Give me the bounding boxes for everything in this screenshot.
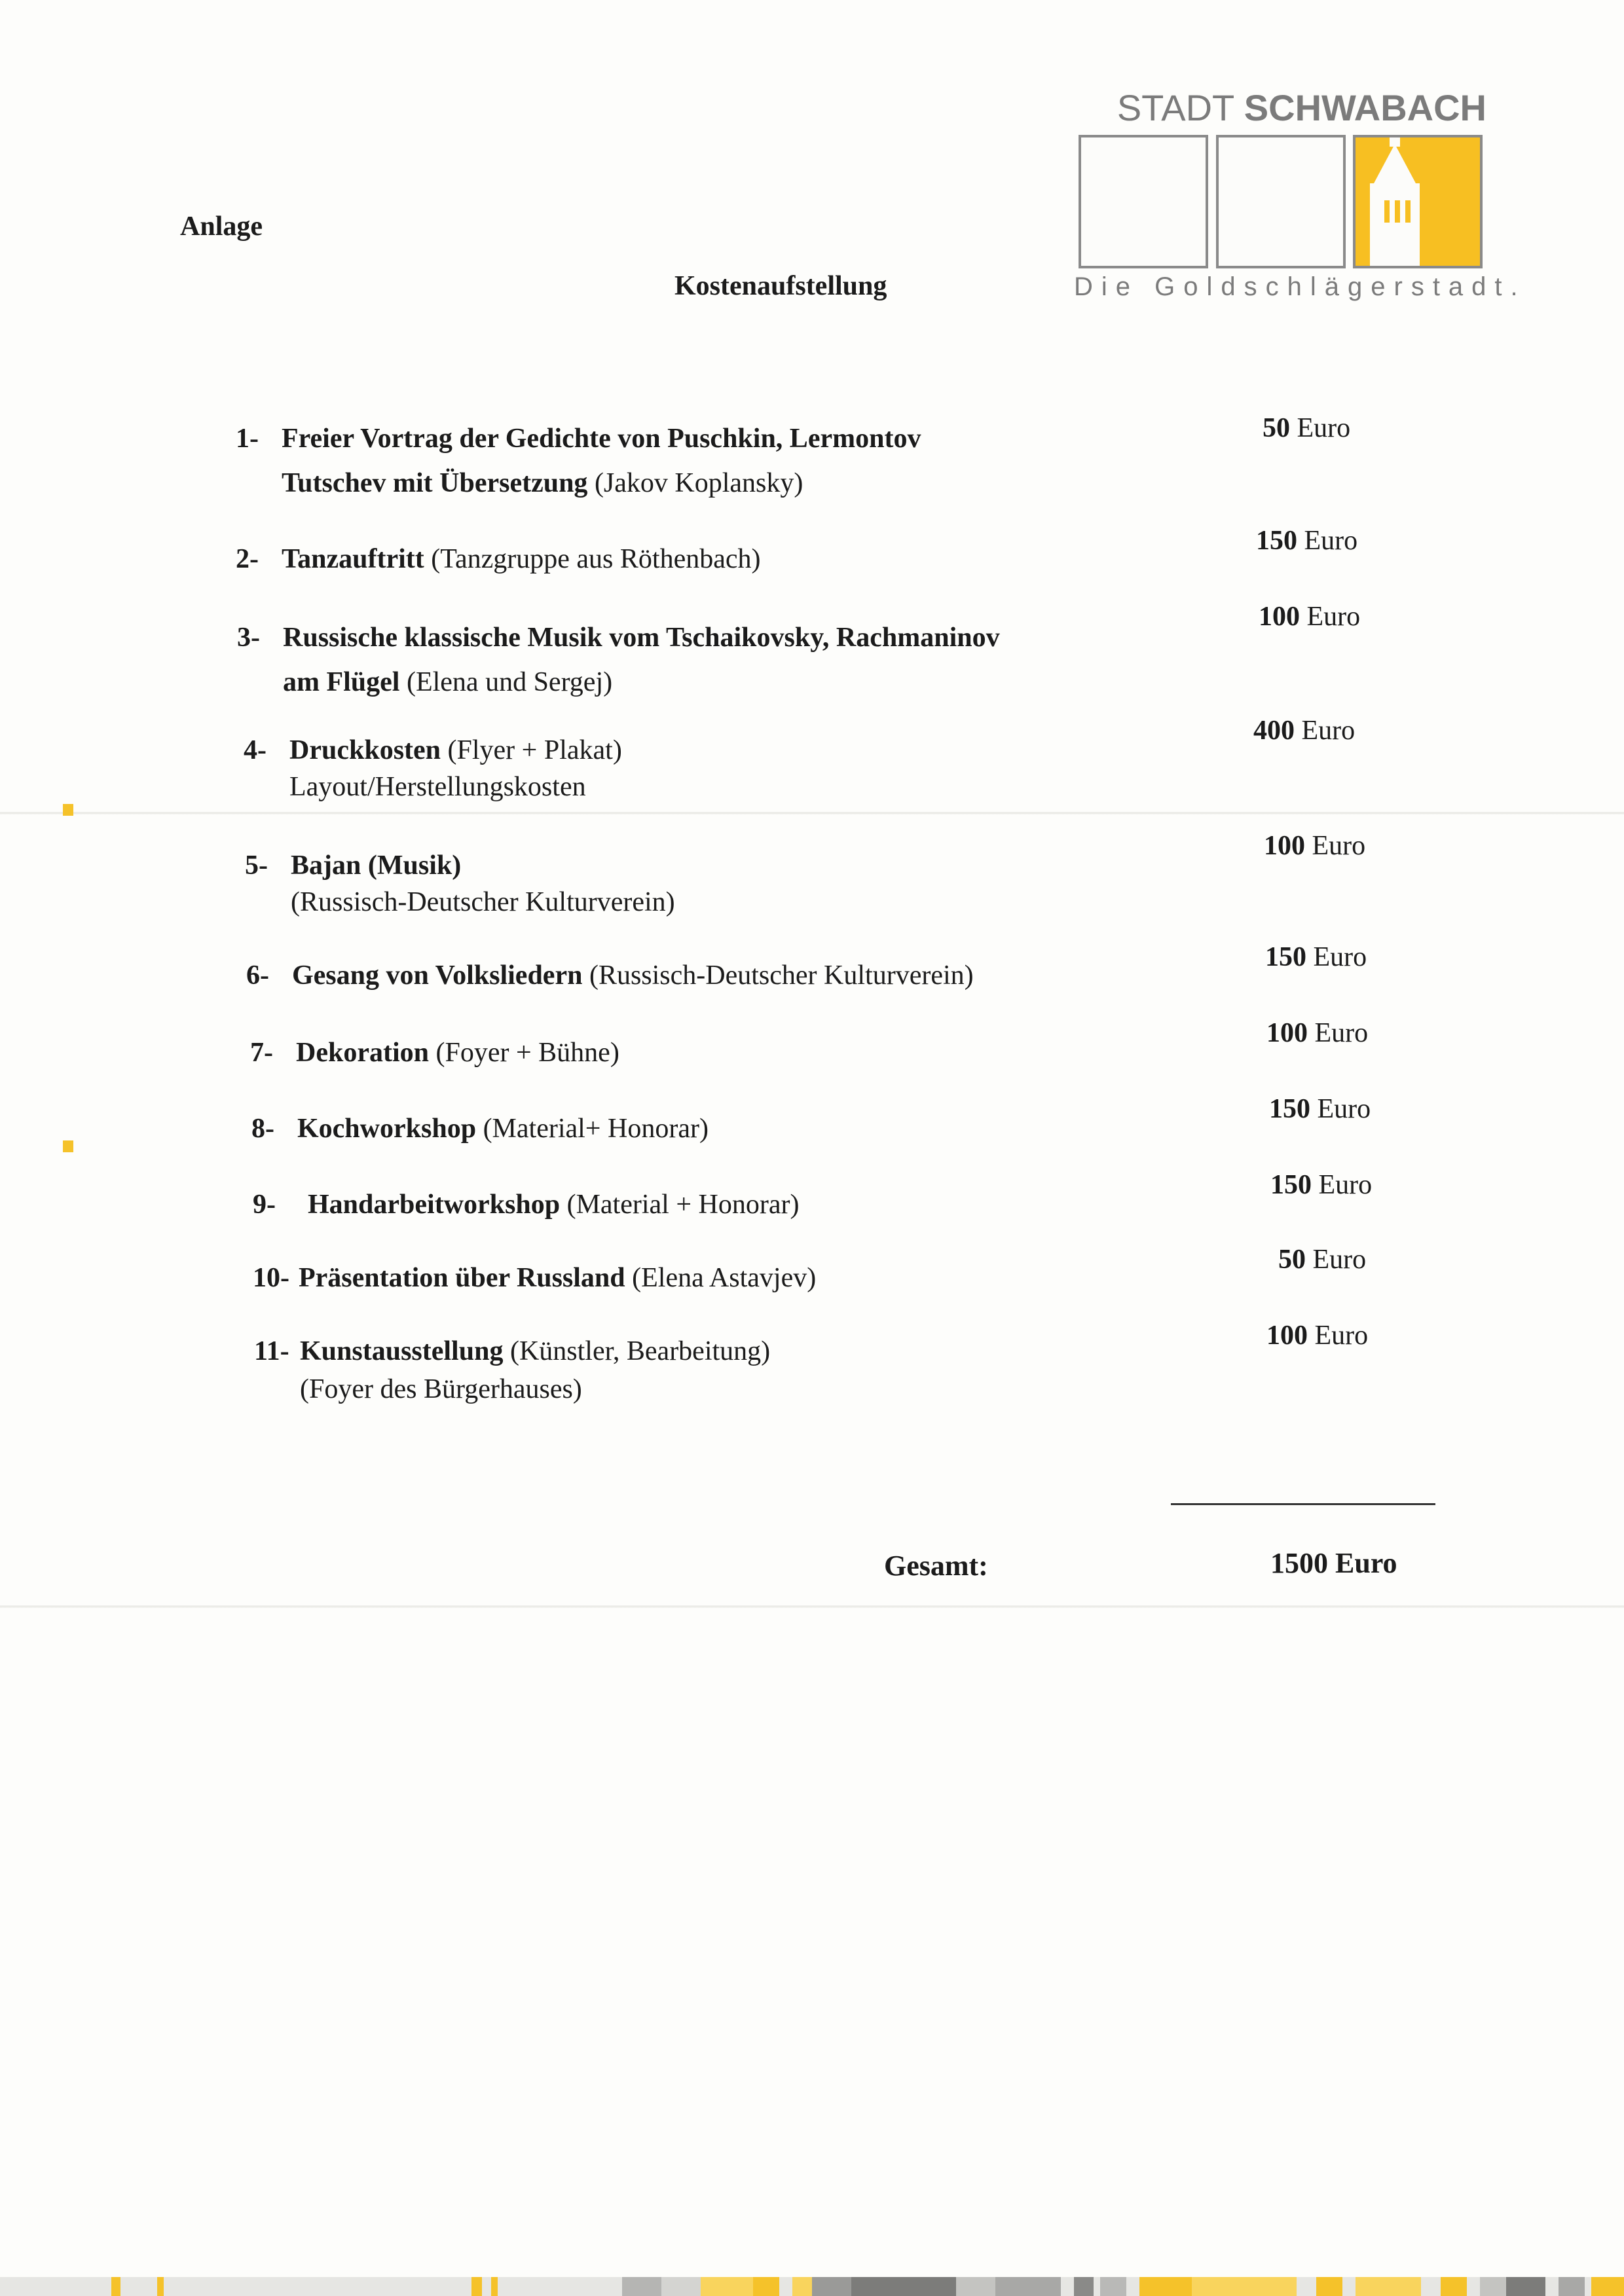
cost-item — [245, 843, 675, 924]
item-amount — [1263, 412, 1350, 444]
amount-value: 150 — [1265, 942, 1306, 972]
item-number: 9- — [253, 1190, 276, 1220]
logo-title-bold: SCHWABACH — [1244, 87, 1486, 128]
item-detail: (Elena Astavjev) — [625, 1263, 817, 1293]
logo-boxes — [1074, 135, 1486, 266]
item-amount — [1266, 1017, 1368, 1049]
cost-item-line — [237, 615, 1000, 660]
item-title: am Flügel — [283, 667, 400, 697]
item-title: Kochworkshop — [297, 1114, 477, 1144]
item-detail: (Material+ Honorar) — [476, 1114, 709, 1144]
item-number: 6- — [246, 960, 269, 991]
item-number: 8- — [251, 1114, 274, 1144]
castle-icon — [1356, 137, 1480, 266]
item-number: 7- — [250, 1038, 273, 1068]
cost-item — [254, 1329, 770, 1412]
amount-value: 100 — [1264, 831, 1305, 861]
fold-mark — [63, 804, 73, 816]
item-detail: (Russisch-Deutscher Kulturverein) — [582, 960, 974, 991]
item-title: Tutschev mit Übersetzung — [282, 468, 588, 498]
item-amount — [1265, 941, 1367, 973]
logo-title-thin: STADT — [1116, 87, 1234, 128]
amount-unit: Euro — [1318, 1170, 1373, 1200]
amount-unit: Euro — [1314, 1018, 1369, 1048]
item-title: Präsentation über Russland — [299, 1263, 625, 1293]
amount-unit: Euro — [1313, 942, 1367, 972]
cost-item-line — [250, 1030, 619, 1075]
cost-item-line — [237, 660, 1000, 704]
item-detail: (Tanzgruppe aus Röthenbach) — [424, 544, 761, 574]
amount-value: 50 — [1263, 413, 1290, 443]
item-number: 1- — [236, 424, 259, 454]
amount-unit: Euro — [1297, 413, 1351, 443]
item-detail: Layout/Herstellungskosten — [289, 772, 586, 802]
item-number: 3- — [237, 623, 260, 653]
item-detail: (Flyer + Plakat) — [441, 735, 622, 765]
cost-item — [246, 953, 974, 998]
city-logo — [1074, 85, 1526, 308]
paper-fold-line — [0, 1605, 1624, 1608]
amount-unit: Euro — [1312, 831, 1366, 861]
amount-value: 50 — [1278, 1245, 1306, 1275]
item-title: Kunstausstellung — [300, 1336, 504, 1366]
cost-item-line — [245, 880, 675, 924]
item-number: 2- — [236, 544, 259, 574]
cost-item — [253, 1182, 799, 1227]
item-title: Freier Vortrag der Gedichte von Puschkin, Lermontov — [282, 424, 921, 454]
logo-tagline: Die Goldschlägerstadt. — [1074, 272, 1526, 301]
item-detail: (Material + Honorar) — [560, 1190, 800, 1220]
cost-item-line — [236, 461, 921, 505]
item-detail: (Foyer + Bühne) — [429, 1038, 619, 1068]
amount-value: 150 — [1270, 1170, 1312, 1200]
item-number: 11- — [254, 1336, 289, 1366]
item-title: Dekoration — [296, 1038, 429, 1068]
item-detail: (Foyer des Bürgerhauses) — [300, 1374, 582, 1404]
cost-item-line — [244, 765, 622, 809]
item-detail: (Russisch-Deutscher Kulturverein) — [291, 887, 675, 917]
cost-item — [236, 416, 921, 505]
logo-box-gold — [1353, 135, 1483, 268]
cost-item — [236, 537, 760, 581]
item-title: Tanzauftritt — [282, 544, 424, 574]
cost-item-line — [253, 1256, 816, 1300]
document-title: Kostenaufstellung — [674, 271, 887, 301]
amount-unit: Euro — [1314, 1321, 1369, 1351]
item-amount — [1269, 1093, 1371, 1125]
fold-mark — [63, 1140, 73, 1152]
amount-value: 100 — [1266, 1018, 1308, 1048]
item-amount — [1253, 715, 1355, 746]
amount-unit: Euro — [1312, 1245, 1367, 1275]
item-amount — [1278, 1244, 1366, 1275]
amount-value: 150 — [1269, 1094, 1310, 1124]
footer-color-strip — [0, 2277, 1624, 2296]
cost-item-line — [254, 1367, 770, 1412]
cost-item — [237, 615, 1000, 704]
cost-item-line — [236, 416, 921, 461]
amount-value: 100 — [1266, 1321, 1308, 1351]
paper-fold-line — [0, 812, 1624, 814]
amount-value: 400 — [1253, 716, 1295, 746]
cost-item-line — [246, 953, 974, 998]
amount-unit: Euro — [1301, 716, 1356, 746]
total-value: 1500 Euro — [1270, 1547, 1397, 1579]
cost-item-line — [251, 1106, 709, 1151]
item-number: 10- — [253, 1263, 289, 1293]
item-title: Druckkosten — [289, 735, 441, 765]
total-label: Gesamt: — [884, 1550, 988, 1582]
cost-item-line — [236, 537, 760, 581]
cost-item-line — [253, 1182, 799, 1227]
item-title: Handarbeitworkshop — [308, 1190, 561, 1220]
item-number: 4- — [244, 735, 267, 765]
item-detail: (Elena und Sergej) — [399, 667, 613, 697]
amount-unit: Euro — [1304, 526, 1358, 556]
cost-item — [250, 1030, 619, 1075]
item-amount — [1270, 1169, 1372, 1201]
amount-value: 100 — [1259, 602, 1300, 632]
item-number: 5- — [245, 850, 268, 881]
item-amount — [1259, 601, 1360, 632]
item-amount — [1266, 1320, 1368, 1351]
amount-unit: Euro — [1306, 602, 1361, 632]
logo-box-middle — [1216, 135, 1346, 268]
item-amount — [1264, 830, 1365, 862]
cost-item — [244, 728, 622, 809]
item-amount — [1256, 525, 1357, 556]
item-detail: (Jakov Koplansky) — [587, 468, 803, 498]
logo-title — [1074, 85, 1486, 131]
logo-box-left — [1079, 135, 1208, 268]
cost-item — [251, 1106, 709, 1151]
attachment-label: Anlage — [180, 211, 263, 242]
item-title: Bajan (Musik) — [291, 850, 462, 881]
cost-item — [253, 1256, 816, 1300]
sum-underline — [1171, 1503, 1435, 1505]
amount-unit: Euro — [1317, 1094, 1371, 1124]
item-title: Gesang von Volksliedern — [292, 960, 583, 991]
amount-value: 150 — [1256, 526, 1297, 556]
item-title: Russische klassische Musik vom Tschaikovsky, Rachmaninov — [283, 623, 1000, 653]
item-detail: (Künstler, Bearbeitung) — [503, 1336, 771, 1366]
